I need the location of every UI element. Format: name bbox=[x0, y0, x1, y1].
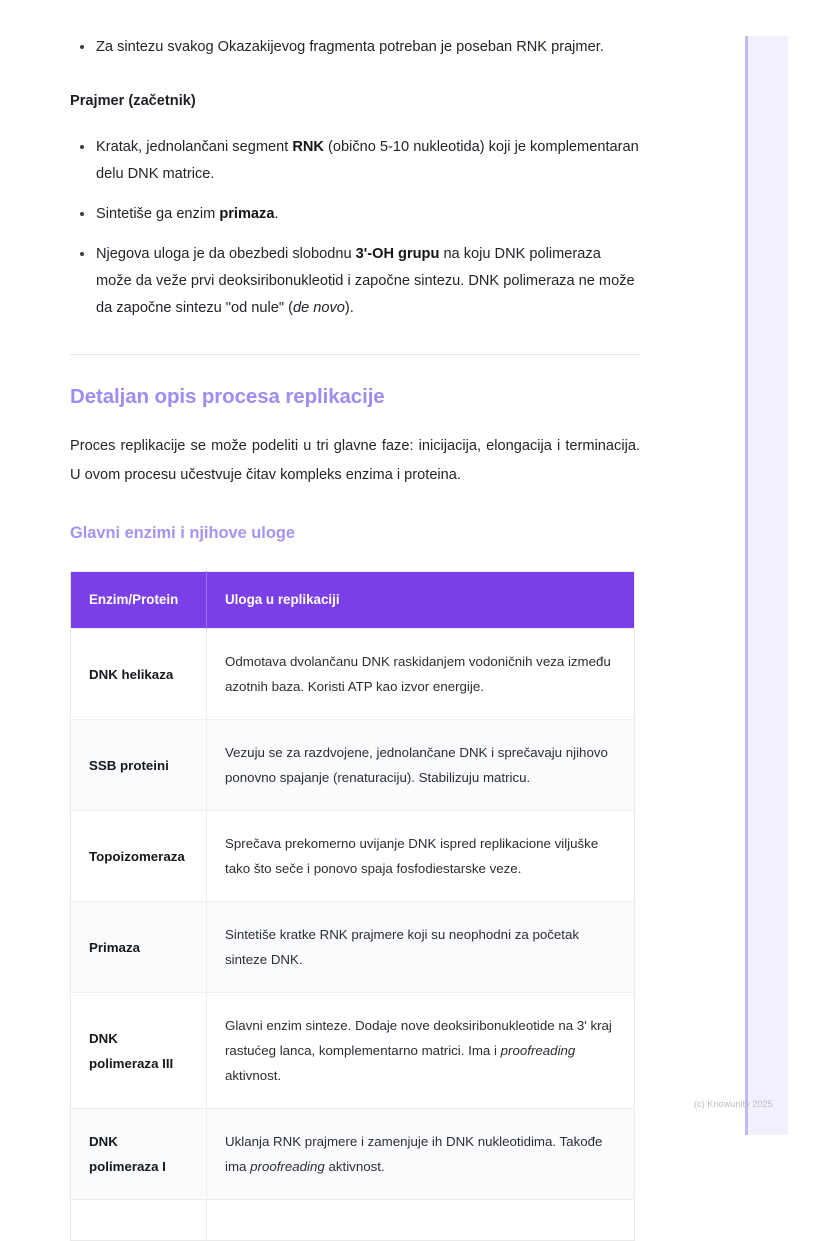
text-run: Sprečava prekomerno uvijanje DNK ispred replikacione viljuške tako što seče i ponovo spaja fosfodiestarske veze. bbox=[225, 836, 599, 876]
table-row bbox=[71, 1200, 635, 1241]
replication-intro-paragraph: Proces replikacije se može podeliti u tri glavne faze: inicijacija, elongacija i terminacija. U ovom procesu učestvuje čitav kompleks enzima i proteina. bbox=[70, 438, 640, 483]
right-decorative-panel bbox=[745, 36, 788, 1135]
cell-enzyme-role bbox=[207, 720, 635, 811]
text-run: aktivnost. bbox=[324, 1159, 385, 1174]
table-row bbox=[71, 993, 635, 1109]
cell-enzyme-name: SSB proteini bbox=[71, 720, 207, 811]
table-header-row bbox=[71, 572, 635, 629]
primer-bullet-list bbox=[70, 134, 640, 322]
list-item bbox=[96, 134, 640, 188]
cell-enzyme-role bbox=[207, 1109, 635, 1200]
text-run: 3'-OH grupu bbox=[355, 246, 440, 262]
table-row bbox=[71, 720, 635, 811]
cell-enzyme-name: Topoizomeraza bbox=[71, 811, 207, 902]
text-run: Vezuju se za razdvojene, jednolančane DNK i sprečavaju njihovo ponovno spajanje (renaturaciju). Stabilizuju matricu. bbox=[225, 745, 608, 785]
text-run: proofreading bbox=[250, 1159, 325, 1174]
enzymes-subheading: Glavni enzimi i njihove uloge bbox=[70, 524, 295, 542]
text-run: Sintetiše kratke RNK prajmere koji su neophodni za početak sinteze DNK. bbox=[225, 927, 580, 967]
cell-enzyme-role bbox=[207, 993, 635, 1109]
table-row bbox=[71, 902, 635, 993]
primer-section-title: Prajmer (začetnik) bbox=[70, 93, 196, 109]
cell-enzyme-name: DNK helikaza bbox=[71, 629, 207, 720]
cell-enzyme-role bbox=[207, 629, 635, 720]
text-run: (obično 5-10 nukleotida) koji je komplementaran delu DNK matrice. bbox=[96, 139, 639, 182]
cell-enzyme-name: DNK polimeraza III bbox=[71, 993, 207, 1109]
table-body bbox=[71, 629, 635, 1241]
text-run: Njegova uloga je da obezbedi slobodnu bbox=[96, 246, 356, 262]
column-header-enzyme: Enzim/Protein bbox=[71, 572, 207, 629]
list-item bbox=[96, 34, 640, 61]
text-run: Glavni enzim sinteze. Dodaje nove deoksiribonukleotide na 3' kraj rastućeg lanca, komplementarno matrici. Ima i bbox=[225, 1018, 612, 1058]
text-run: primaza bbox=[219, 206, 275, 222]
text-run: aktivnost. bbox=[225, 1068, 282, 1083]
text-run: ). bbox=[344, 300, 354, 316]
text-run: Sintetiše ga enzim bbox=[96, 206, 220, 222]
table-row bbox=[71, 811, 635, 902]
text-run: na koju DNK polimeraza može da veže prvi deoksiribonukleotid i započne sintezu. DNK polimeraza ne može da započne sintezu "od nule" ( bbox=[96, 246, 635, 316]
text-run: RNK bbox=[292, 139, 324, 155]
list-item bbox=[96, 201, 640, 228]
text-run: Za sintezu svakog Okazakijevog fragmenta potreban je poseban RNK prajmer. bbox=[96, 39, 604, 55]
text-run: Kratak, jednolančani segment bbox=[96, 139, 293, 155]
table-row bbox=[71, 1109, 635, 1200]
text-run: Uklanja RNK prajmere i zamenjuje ih DNK nukleotidima. Takođe ima bbox=[225, 1134, 603, 1174]
table-header bbox=[71, 572, 635, 629]
list-item bbox=[96, 241, 640, 322]
cell-enzyme-role bbox=[207, 902, 635, 993]
cell-enzyme-name: DNK polimeraza I bbox=[71, 1109, 207, 1200]
cell-enzyme-role bbox=[207, 811, 635, 902]
text-run: . bbox=[274, 206, 279, 222]
cell-enzyme-name bbox=[71, 1200, 207, 1241]
page-title: Detaljan opis procesa replikacije bbox=[70, 385, 385, 408]
cell-enzyme-name: Primaza bbox=[71, 902, 207, 993]
text-run: proofreading bbox=[500, 1043, 576, 1058]
table-row bbox=[71, 629, 635, 720]
text-run: Odmotava dvolančanu DNK raskidanjem vodoničnih veza između azotnih baza. Koristi ATP kao izvor energije. bbox=[225, 654, 611, 694]
copyright-watermark: (c) Knowunity 2025 bbox=[694, 1099, 773, 1109]
enzyme-role-table bbox=[70, 571, 635, 1241]
section-divider bbox=[70, 354, 640, 355]
text-run: de novo bbox=[292, 300, 345, 316]
column-header-role: Uloga u replikaciji bbox=[207, 572, 635, 629]
intro-bullet-list bbox=[70, 34, 640, 61]
cell-enzyme-role bbox=[207, 1200, 635, 1241]
